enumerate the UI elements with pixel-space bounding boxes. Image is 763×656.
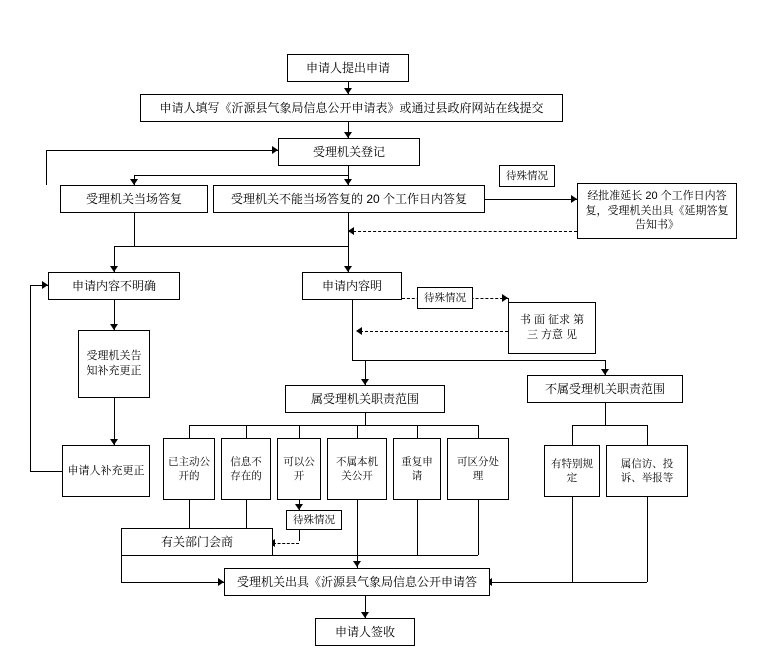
conn-split-bus [114,246,349,247]
node-can-public: 可以公开 [277,438,321,500]
conn-child-petition [647,425,648,445]
conn-left-feedback-horizontal [46,150,278,151]
conn-child-separable [478,425,479,438]
conn-scope-bus [352,360,605,361]
conn-extend-return-dashed [348,231,577,232]
node-reply-20days: 受理机关不能当场答复的 20 个工作日内答复 [213,185,485,213]
conn-outscope-down [605,403,606,425]
arrowhead [502,294,508,302]
conn-applicant-loop-v [30,285,31,471]
conn-child-not-this-org [357,425,358,438]
node-special-rule: 有特别规定 [544,445,600,497]
conn-canpublic-down2 [299,530,300,541]
conn-consult-loop-h [121,582,224,583]
conn-child-duplicate [417,425,418,438]
node-issue-reply: 受理机关出具《沂源县气象局信息公开申请答 [224,568,490,596]
conn-bus-horizontal [134,175,349,176]
node-petition: 属信访、投诉、举报等 [606,445,688,497]
node-separable: 可区分处理 [447,438,509,500]
conn-thirdparty-return-dashed [360,331,508,332]
node-fill-form: 申请人填写《沂源县气象局信息公开申请表》或通过县政府网站在线提交 [140,94,563,122]
node-extend-reply: 经批准延长 20 个工作日内答复，受理机关出具《延期答复告知书》 [577,183,737,239]
node-duplicate: 重复申请 [393,438,441,500]
label-special-case-1: 待殊情况 [499,165,555,187]
node-sign-receipt: 申请人签收 [315,618,415,646]
node-apply: 申请人提出申请 [287,54,409,82]
conn-register-bus [348,166,349,175]
conn-child-can-public [299,425,300,438]
conn-notify-applicant [114,398,115,445]
conn-left-feedback-vertical [46,150,47,185]
conn-outchild1-down [572,497,573,582]
node-already-public: 已主动公开的 [163,438,215,500]
node-third-party-opinion: 书 面 征求 第 三 方意 见 [508,302,596,354]
node-in-scope: 属受理机关职责范围 [285,385,445,413]
conn-child-special-rule [572,425,573,445]
node-content-unclear: 申请内容不明确 [48,272,180,300]
conn-child6-down [478,500,479,555]
arrowhead [356,327,362,335]
conn-inscope-down [365,413,366,425]
conn-outscope-merge-h [490,582,647,583]
label-special-case-3: 待殊情况 [286,510,342,530]
conn-child-already-public [189,425,190,438]
conn-child5-down [417,500,418,555]
arrowhead [348,227,354,235]
node-reply-onsite: 受理机关当场答复 [60,185,208,213]
conn-20days-extend [485,199,577,200]
conn-clear-down [352,300,353,360]
conn-inscope-children-bus [189,425,478,426]
node-out-scope: 不属受理机关职责范围 [527,375,683,403]
conn-consult-dashed [273,543,299,544]
arrowhead [353,561,361,567]
conn-applicant-loop-h [30,471,62,472]
node-not-this-org: 不属本机关公开 [327,438,387,500]
conn-onsite-down [134,213,135,246]
conn-outchild2-down [647,497,648,582]
conn-outscope-children-bus [572,425,647,426]
node-notify-correct: 受理机关告知补充更正 [78,330,150,398]
node-register: 受理机关登记 [278,138,420,166]
label-special-case-2: 待殊情况 [417,287,473,309]
node-applicant-correct: 申请人补充更正 [62,445,150,497]
conn-child-not-exist [246,425,247,438]
conn-child4-down [357,500,358,555]
node-consult: 有关部门会商 [121,528,273,556]
node-content-clear: 申请内容明 [302,272,402,300]
node-not-exist: 信息不存在的 [221,438,271,500]
